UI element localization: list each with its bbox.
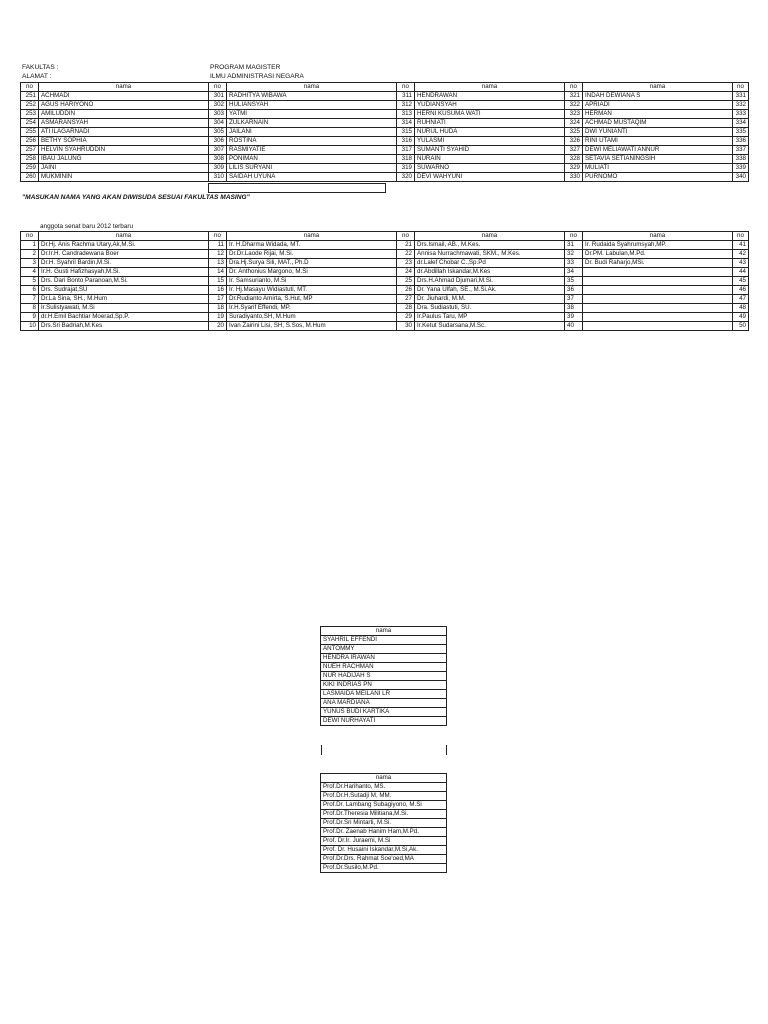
cell-no: 45: [733, 277, 749, 286]
list-item-name: SYAHRIL EFFENDI: [321, 636, 447, 645]
col-header-nama: nama: [415, 232, 565, 241]
cell-nama: AMILUDDIN: [39, 110, 209, 119]
col-header-nama: nama: [39, 83, 209, 92]
cell-no: 27: [397, 295, 415, 304]
cell-nama: Dr.Hj. Anis Rachma Utary,Ak,M.Si.: [39, 241, 209, 250]
cell-nama: JAILANI: [227, 128, 397, 137]
cell-no: 31: [565, 241, 583, 250]
cell-no: 324: [565, 119, 583, 128]
list-item: [321, 681, 447, 690]
cell-no: 22: [397, 250, 415, 259]
cell-nama: Ir. Hj.Masayu Widiastuti, MT.: [227, 286, 397, 295]
list-item-name: ANTOMMY: [321, 645, 447, 654]
list-item: [321, 819, 447, 828]
cell-nama: Drs. Sudrajat,SU: [39, 286, 209, 295]
cell-nama: RASMIYATIE: [227, 146, 397, 155]
cell-no: 330: [565, 173, 583, 182]
list-item-name: Prof. Dr. Husaini Iskandar,M.Si,Ak.: [321, 846, 447, 855]
cell-nama: Dr. Budi Raharjo,MSi.: [583, 259, 733, 268]
cell-nama: ROSTINA: [227, 137, 397, 146]
list-item-name: Prof. Dr.Ir. Juraemi, M.Si: [321, 837, 447, 846]
cell-nama: dr.Lalef Chobar C.,Sp.Pd: [415, 259, 565, 268]
cell-nama: [583, 295, 733, 304]
program-title: PROGRAM MAGISTER: [210, 64, 281, 71]
instruction-note: "MASUKAN NAMA YANG AKAN DIWISUDA SESUAI FAKULTAS MASING": [22, 194, 250, 201]
cell-no: 35: [565, 277, 583, 286]
cell-nama: ACHMADI: [39, 92, 209, 101]
cell-nama: Dr.La Sina, SH., M.Hum: [39, 295, 209, 304]
cell-nama: Dr. Yana Ulfah, SE., M.Si.Ak.: [415, 286, 565, 295]
cell-nama: Drs.H.Ahmad Djumari,M.Si.: [415, 277, 565, 286]
cell-no: 313: [397, 110, 415, 119]
cell-no: 307: [209, 146, 227, 155]
list-b-header: nama: [321, 774, 447, 783]
cell-no: 316: [397, 137, 415, 146]
list-item: [321, 810, 447, 819]
col-header-nama: nama: [583, 232, 733, 241]
cell-no: 33: [565, 259, 583, 268]
cell-nama: Dr. Anthonius Margono, M.Si: [227, 268, 397, 277]
table-row: [21, 304, 749, 313]
cell-no: 47: [733, 295, 749, 304]
table-row: [21, 128, 749, 137]
col-header-no: no: [733, 83, 749, 92]
col-header-nama: nama: [227, 83, 397, 92]
cell-nama: Ivan Zairini Lisi, SH, S.Sos, M.Hum: [227, 322, 397, 331]
cell-nama: DEVI WAHYUNI: [415, 173, 565, 182]
cell-nama: [583, 322, 733, 331]
list-item: [321, 636, 447, 645]
cell-no: 36: [565, 286, 583, 295]
cell-no: 46: [733, 286, 749, 295]
cell-no: 253: [21, 110, 39, 119]
cell-no: 332: [733, 101, 749, 110]
cell-nama: ACHMAD MUSTAQIM: [583, 119, 733, 128]
list-item-name: YUNUS BUDI KARTIKA: [321, 708, 447, 717]
cell-nama: SETAVIA SETIANINGSIH: [583, 155, 733, 164]
cell-no: 317: [397, 146, 415, 155]
cell-no: 16: [209, 286, 227, 295]
cell-nama: NURAIN: [415, 155, 565, 164]
col-header-no: no: [397, 83, 415, 92]
cell-nama: MULIATI: [583, 164, 733, 173]
table-row: [21, 295, 749, 304]
cell-nama: ATI ILAGARNADI: [39, 128, 209, 137]
cell-nama: PONIMAN: [227, 155, 397, 164]
cell-nama: Dr.Rudianto Amirta, S.Hut, MP: [227, 295, 397, 304]
cell-nama: HULIANSYAH: [227, 101, 397, 110]
cell-nama: JAINI: [39, 164, 209, 173]
cell-nama: Ir.H. Gusti Hafizhasyah,M.Si.: [39, 268, 209, 277]
cell-nama: LILIS SURYANI: [227, 164, 397, 173]
cell-nama: Dr.Ir.H. Candradewana Boer: [39, 250, 209, 259]
table-row: [21, 119, 749, 128]
list-item: [321, 837, 447, 846]
cell-no: 11: [209, 241, 227, 250]
cell-nama: RINI UTAMI: [583, 137, 733, 146]
cell-nama: IBAU JALUNG: [39, 155, 209, 164]
divider-right: [446, 745, 447, 755]
cell-no: 334: [733, 119, 749, 128]
cell-nama: Ir.Ketut Sudarsana,M.Sc.: [415, 322, 565, 331]
list-item: [321, 792, 447, 801]
cell-no: 29: [397, 313, 415, 322]
cell-nama: [583, 304, 733, 313]
cell-no: 305: [209, 128, 227, 137]
list-item-name: KIKI INDRIAS PN: [321, 681, 447, 690]
cell-no: 321: [565, 92, 583, 101]
name-list-a: [320, 626, 447, 726]
cell-no: 18: [209, 304, 227, 313]
alamat-label: ALAMAT :: [22, 73, 52, 80]
cell-no: 3: [21, 259, 39, 268]
list-item-name: Prof.Dr. Lambang Subagiyono, M.Si: [321, 801, 447, 810]
cell-no: 327: [565, 146, 583, 155]
cell-no: 25: [397, 277, 415, 286]
col-header-no: no: [565, 83, 583, 92]
name-list-b: [320, 773, 447, 873]
list-item-name: Prof.Dr.Harihanto, MS.: [321, 783, 447, 792]
cell-nama: HERNI KUSUMA WATI: [415, 110, 565, 119]
cell-no: 314: [397, 119, 415, 128]
cell-no: 21: [397, 241, 415, 250]
cell-nama: Ir.Sulistyawati, M.Si: [39, 304, 209, 313]
table-row: [21, 173, 749, 182]
cell-no: 308: [209, 155, 227, 164]
col-header-no: no: [209, 232, 227, 241]
cell-nama: HENDRAWAN: [415, 92, 565, 101]
cell-nama: Annisa Nurrachmawati, SKM., M.Kes.: [415, 250, 565, 259]
cell-nama: NURUL HUDA: [415, 128, 565, 137]
list-item: [321, 783, 447, 792]
cell-nama: Ir.H.Syarif Effendi, MP.: [227, 304, 397, 313]
cell-no: 254: [21, 119, 39, 128]
cell-no: 340: [733, 173, 749, 182]
list-item: [321, 855, 447, 864]
list-item-name: Prof.Dr.Sri Mintarti, M.Si.: [321, 819, 447, 828]
cell-nama: Dr. Jiuhardi, M.M.: [415, 295, 565, 304]
cell-no: 5: [21, 277, 39, 286]
table-row: [21, 101, 749, 110]
cell-no: 303: [209, 110, 227, 119]
list-item: [321, 717, 447, 726]
list-item: [321, 663, 447, 672]
list-item-name: LASMAIDA MEILANI LR: [321, 690, 447, 699]
cell-no: 8: [21, 304, 39, 313]
cell-nama: PURNOMO: [583, 173, 733, 182]
col-header-no: no: [565, 232, 583, 241]
cell-nama: Ir.Paulus Taru, MP: [415, 313, 565, 322]
col-header-no: no: [733, 232, 749, 241]
empty-row: [208, 183, 386, 193]
cell-no: 6: [21, 286, 39, 295]
cell-no: 4: [21, 268, 39, 277]
cell-nama: Ir. Samsurianto, M.Si: [227, 277, 397, 286]
cell-nama: Dr.H. Syahril Bardin,M.Si.: [39, 259, 209, 268]
cell-no: 310: [209, 173, 227, 182]
cell-nama: Drs. Dari Bonto Paranoan,M.Si.: [39, 277, 209, 286]
cell-no: 252: [21, 101, 39, 110]
cell-no: 2: [21, 250, 39, 259]
cell-nama: Dr.PM. Labulan,M.Pd.: [583, 250, 733, 259]
cell-no: 12: [209, 250, 227, 259]
list-a-header: nama: [321, 627, 447, 636]
table-row: [21, 322, 749, 331]
cell-nama: YATMI: [227, 110, 397, 119]
senate-members-table: [20, 231, 749, 331]
list-item: [321, 708, 447, 717]
list-item-name: ANA MARDIANA: [321, 699, 447, 708]
list-item: [321, 690, 447, 699]
list-item-name: NUEH RACHMAN: [321, 663, 447, 672]
cell-no: 339: [733, 164, 749, 173]
cell-nama: HELVIN SYAHRUDDIN: [39, 146, 209, 155]
list-item: [321, 654, 447, 663]
divider-left: [321, 745, 322, 755]
list-item-name: DEWI NURHAYATI: [321, 717, 447, 726]
cell-nama: DEWI MELIAWATI ANNUR: [583, 146, 733, 155]
cell-no: 328: [565, 155, 583, 164]
cell-nama: [583, 268, 733, 277]
list-item: [321, 846, 447, 855]
cell-no: 258: [21, 155, 39, 164]
cell-no: 315: [397, 128, 415, 137]
cell-no: 20: [209, 322, 227, 331]
table-row: [21, 146, 749, 155]
cell-no: 14: [209, 268, 227, 277]
cell-no: 49: [733, 313, 749, 322]
table-row: [21, 313, 749, 322]
cell-no: 23: [397, 259, 415, 268]
col-header-no: no: [209, 83, 227, 92]
cell-no: 7: [21, 295, 39, 304]
cell-nama: SAIDAH UYUNA: [227, 173, 397, 182]
cell-no: 309: [209, 164, 227, 173]
cell-no: 40: [565, 322, 583, 331]
fakultas-label: FAKULTAS :: [22, 64, 59, 71]
cell-no: 15: [209, 277, 227, 286]
cell-no: 331: [733, 92, 749, 101]
col-header-nama: nama: [39, 232, 209, 241]
cell-no: 259: [21, 164, 39, 173]
senat-caption: anggota senat baru 2012 terbaru: [40, 223, 134, 230]
cell-no: 318: [397, 155, 415, 164]
list-item-name: Prof.Dr.Susilo,M.Pd.: [321, 864, 447, 873]
cell-no: 338: [733, 155, 749, 164]
cell-no: 39: [565, 313, 583, 322]
cell-no: 24: [397, 268, 415, 277]
cell-nama: SUWARNO: [415, 164, 565, 173]
list-item: [321, 672, 447, 681]
cell-nama: INDAH DEWIANA S: [583, 92, 733, 101]
cell-no: 10: [21, 322, 39, 331]
cell-no: 301: [209, 92, 227, 101]
cell-no: 320: [397, 173, 415, 182]
cell-no: 34: [565, 268, 583, 277]
list-item-name: NUR HADIJAH S: [321, 672, 447, 681]
cell-no: 311: [397, 92, 415, 101]
cell-nama: Dra. Sudiastuti, SU.: [415, 304, 565, 313]
cell-nama: BETHY SOPHIA: [39, 137, 209, 146]
cell-no: 325: [565, 128, 583, 137]
cell-nama: MUKMININ: [39, 173, 209, 182]
cell-nama: ZULKARNAIN: [227, 119, 397, 128]
cell-nama: RADHITYA WIBAWA: [227, 92, 397, 101]
cell-no: 256: [21, 137, 39, 146]
table-row: [21, 92, 749, 101]
cell-no: 333: [733, 110, 749, 119]
cell-nama: Drs.Ismail, AB., M.Kes.: [415, 241, 565, 250]
cell-nama: APRIADI: [583, 101, 733, 110]
cell-nama: Dra.Hj.Surya Sili, MAT., Ph.D: [227, 259, 397, 268]
graduate-names-table: [20, 82, 749, 182]
cell-nama: [583, 286, 733, 295]
list-item-name: HENDRA IRAWAN: [321, 654, 447, 663]
cell-no: 13: [209, 259, 227, 268]
col-header-no: no: [21, 83, 39, 92]
cell-no: 326: [565, 137, 583, 146]
cell-nama: SUMANTI SYAHID: [415, 146, 565, 155]
list-item-name: Prof.Dr. Zaenab Hanim Ham,M.Pd.: [321, 828, 447, 837]
cell-no: 37: [565, 295, 583, 304]
cell-nama: dr.H.Emil Bachtiar Moerad,Sp.P.: [39, 313, 209, 322]
cell-nama: DWI YUNIANTI: [583, 128, 733, 137]
list-item-name: Prof.Dr.H.Sutadji M, MM.: [321, 792, 447, 801]
cell-no: 32: [565, 250, 583, 259]
col-header-nama: nama: [583, 83, 733, 92]
cell-no: 50: [733, 322, 749, 331]
cell-no: 48: [733, 304, 749, 313]
cell-no: 17: [209, 295, 227, 304]
list-item-name: Prof.Dr.Theresia Militiana,M.Si.: [321, 810, 447, 819]
cell-nama: HERMAN: [583, 110, 733, 119]
cell-no: 323: [565, 110, 583, 119]
table-row: [21, 250, 749, 259]
table-row: [21, 259, 749, 268]
cell-no: 43: [733, 259, 749, 268]
cell-nama: Drs.Sri Badriah,M.Kes: [39, 322, 209, 331]
cell-nama: Suradiyanto,SH, M.Hum: [227, 313, 397, 322]
cell-no: 336: [733, 137, 749, 146]
table-row: [21, 241, 749, 250]
cell-no: 251: [21, 92, 39, 101]
cell-no: 304: [209, 119, 227, 128]
cell-no: 9: [21, 313, 39, 322]
cell-nama: Ir. H.Dharma Widada, MT.: [227, 241, 397, 250]
cell-no: 19: [209, 313, 227, 322]
cell-no: 260: [21, 173, 39, 182]
list-item: [321, 645, 447, 654]
cell-no: 38: [565, 304, 583, 313]
cell-no: 42: [733, 250, 749, 259]
col-header-nama: nama: [415, 83, 565, 92]
table-row: [21, 110, 749, 119]
program-subtitle: ILMU ADMINISTRASI NEGARA: [210, 73, 304, 80]
cell-no: 26: [397, 286, 415, 295]
cell-no: 44: [733, 268, 749, 277]
list-item: [321, 699, 447, 708]
cell-no: 329: [565, 164, 583, 173]
cell-no: 337: [733, 146, 749, 155]
cell-nama: [583, 277, 733, 286]
cell-no: 306: [209, 137, 227, 146]
cell-no: 302: [209, 101, 227, 110]
cell-no: 28: [397, 304, 415, 313]
cell-no: 319: [397, 164, 415, 173]
table-row: [21, 277, 749, 286]
cell-nama: Dr.Dr.Laode Rijai, M.Si.: [227, 250, 397, 259]
table-row: [21, 164, 749, 173]
col-header-no: no: [397, 232, 415, 241]
col-header-nama: nama: [227, 232, 397, 241]
cell-nama: RUHNIATI: [415, 119, 565, 128]
table-row: [21, 137, 749, 146]
table-row: [21, 155, 749, 164]
table-row: [21, 268, 749, 277]
cell-nama: Ir. Rudaida Syahrumsyah,MP.: [583, 241, 733, 250]
cell-no: 257: [21, 146, 39, 155]
cell-no: 322: [565, 101, 583, 110]
list-item: [321, 801, 447, 810]
list-item-name: Prof.Dr.Drs. Rahmat Soe'oed,MA: [321, 855, 447, 864]
cell-nama: YUDIANSYAH: [415, 101, 565, 110]
cell-nama: [583, 313, 733, 322]
cell-nama: YULASMI: [415, 137, 565, 146]
cell-no: 41: [733, 241, 749, 250]
cell-no: 312: [397, 101, 415, 110]
table-row: [21, 286, 749, 295]
cell-nama: dr.Abdillah Iskandar,M.Kes: [415, 268, 565, 277]
cell-no: 335: [733, 128, 749, 137]
col-header-no: no: [21, 232, 39, 241]
cell-no: 255: [21, 128, 39, 137]
list-item: [321, 828, 447, 837]
cell-no: 30: [397, 322, 415, 331]
list-item: [321, 864, 447, 873]
cell-nama: ASMARANSYAH: [39, 119, 209, 128]
cell-no: 1: [21, 241, 39, 250]
cell-nama: AGUS HARIYONO: [39, 101, 209, 110]
